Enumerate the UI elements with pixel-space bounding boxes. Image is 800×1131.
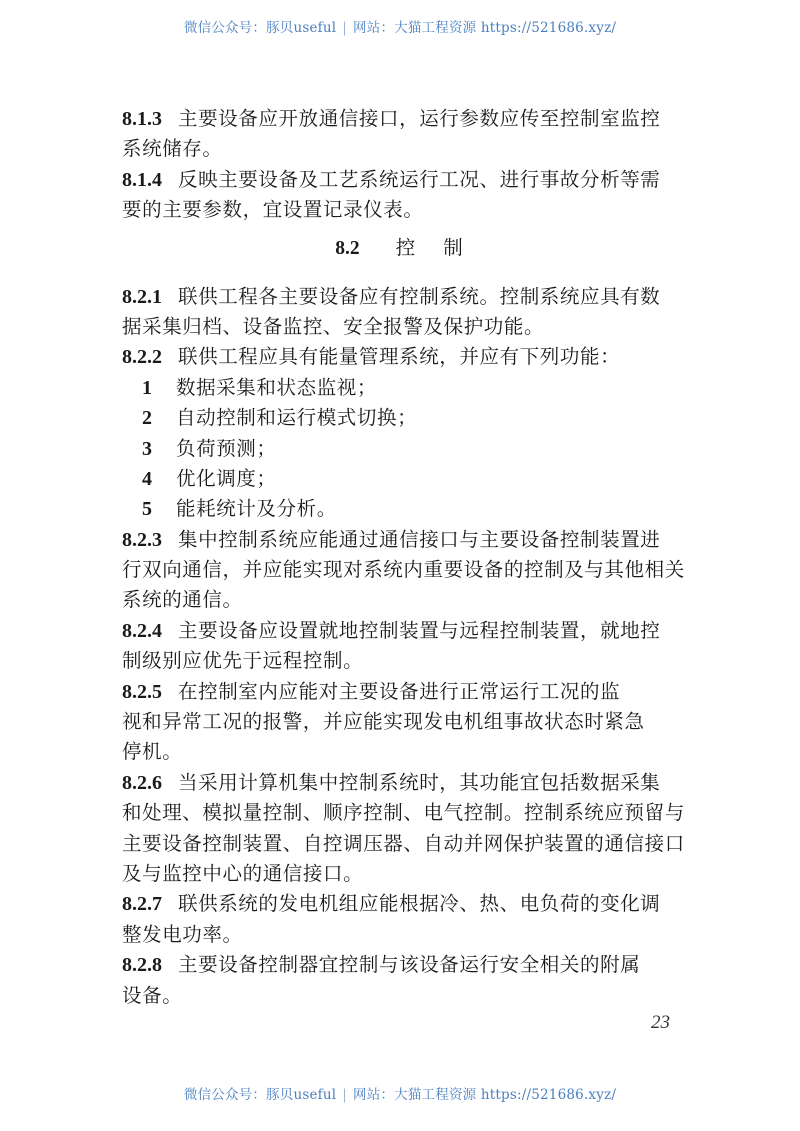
clause-line: [122, 104, 690, 134]
clause-number: 8.2.8: [122, 954, 162, 977]
section-number: 8.2: [335, 237, 360, 259]
clause-line: [122, 768, 690, 798]
clause-number: 8.1.4: [122, 168, 162, 191]
clause-number: 8.1.3: [122, 108, 162, 130]
clause-text: 主要设备控制装置、自控调压器、自动并网保护装置的通信接口: [122, 831, 685, 855]
clause-number: 8.2.4: [122, 619, 162, 642]
clause-line: [122, 165, 690, 195]
clause-text: 主要设备控制器宜控制与该设备运行安全相关的附属: [178, 953, 641, 977]
clause-line: [122, 134, 690, 164]
clause-text: 主要设备应开放通信接口，运行参数应传至控制室监控: [178, 107, 661, 130]
clause-text: 制级别应优先于远程控制。: [122, 649, 364, 673]
list-item: [122, 464, 690, 494]
section-heading: [122, 226, 690, 270]
watermark-header: [0, 16, 800, 36]
clause-text: 设备。: [122, 983, 183, 1007]
list-item-text: 优化调度；: [176, 466, 277, 490]
clause-text: 系统的通信。: [122, 588, 243, 612]
page-number: 23: [651, 1012, 670, 1033]
clause-number: 8.2.6: [122, 771, 162, 794]
list-item-number: 5: [142, 498, 153, 521]
clause-text: 要的主要参数，宜设置记录仪表。: [122, 198, 424, 222]
clause-text: 停机。: [122, 740, 183, 764]
watermark-website: 网站：大猫工程资源 https://521686.xyz/: [353, 20, 617, 36]
list-item-text: 负荷预测；: [176, 436, 277, 460]
watermark-footer: [0, 1083, 800, 1103]
list-item-number: 3: [142, 437, 153, 460]
list-item-number: 2: [142, 407, 153, 430]
clause-text: 据采集归档、设备监控、安全报警及保护功能。: [122, 314, 545, 338]
watermark-separator: |: [342, 20, 348, 36]
clause-line: [122, 707, 690, 737]
clause-text: 及与监控中心的通信接口。: [122, 861, 364, 885]
clause-line: [122, 312, 690, 342]
clause-number: 8.2.5: [122, 680, 162, 703]
clause-line: [122, 616, 690, 646]
clause-text: 和处理、模拟量控制、顺序控制、电气控制。控制系统应预留与: [122, 801, 685, 825]
clause-line: [122, 859, 690, 889]
clause-text: 集中控制系统应能通过通信接口与主要设备控制装置进: [178, 527, 661, 551]
clause-line: [122, 981, 690, 1011]
section-title-char: 控: [395, 235, 416, 259]
list-item: [122, 494, 690, 524]
clause-line: [122, 342, 690, 372]
clause-line: [122, 525, 690, 555]
clause-text: 联供工程应具有能量管理系统，并应有下列功能：: [178, 345, 621, 369]
watermark-separator: |: [342, 1087, 348, 1103]
clause-line: [122, 950, 690, 980]
clause-text: 反映主要设备及工艺系统运行工况、进行事故分析等需: [178, 167, 661, 191]
list-item-number: 4: [142, 467, 153, 490]
clause-line: [122, 829, 690, 859]
document-body: [122, 104, 690, 1011]
clause-text: 视和异常工况的报警，并应能实现发电机组事故状态时紧急: [122, 710, 645, 734]
list-item-number: 1: [142, 376, 153, 399]
clause-line: [122, 585, 690, 615]
clause-number: 8.2.3: [122, 528, 162, 551]
clause-number: 8.2.2: [122, 346, 162, 369]
clause-text: 整发电功率。: [122, 922, 243, 946]
clause-line: [122, 646, 690, 676]
clause-line: [122, 555, 690, 585]
clause-number: 8.2.7: [122, 893, 162, 916]
watermark-wechat: 微信公众号：豚贝useful: [183, 1087, 337, 1103]
section-title-char: 制: [443, 235, 463, 259]
clause-text: 在控制室内应能对主要设备进行正常运行工况的监: [178, 679, 621, 703]
clause-text: 主要设备应设置就地控制装置与远程控制装置，就地控: [178, 618, 661, 642]
list-item: [122, 434, 690, 464]
clause-line: [122, 282, 690, 312]
clause-text: 行双向通信，并应能实现对系统内重要设备的控制及与其他相关: [122, 558, 685, 582]
watermark-website: 网站：大猫工程资源 https://521686.xyz/: [353, 1087, 617, 1103]
clause-number: 8.2.1: [122, 285, 162, 308]
watermark-wechat: 微信公众号：豚贝useful: [183, 20, 337, 36]
clause-line: [122, 677, 690, 707]
clause-line: [122, 920, 690, 950]
clause-text: 系统储存。: [122, 137, 223, 161]
clause-line: [122, 889, 690, 919]
list-item-text: 数据采集和状态监视；: [176, 375, 378, 399]
list-item: [122, 403, 690, 433]
clause-text: 联供系统的发电机组应能根据冷、热、电负荷的变化调: [178, 892, 661, 916]
list-item: [122, 373, 690, 403]
clause-line: [122, 195, 690, 225]
clause-text: 当采用计算机集中控制系统时，其功能宜包括数据采集: [178, 770, 661, 794]
list-item-text: 能耗统计及分析。: [176, 497, 337, 521]
clause-text: 联供工程各主要设备应有控制系统。控制系统应具有数: [178, 284, 661, 308]
clause-line: [122, 798, 690, 828]
list-item-text: 自动控制和运行模式切换；: [176, 406, 418, 430]
clause-line: [122, 737, 690, 767]
